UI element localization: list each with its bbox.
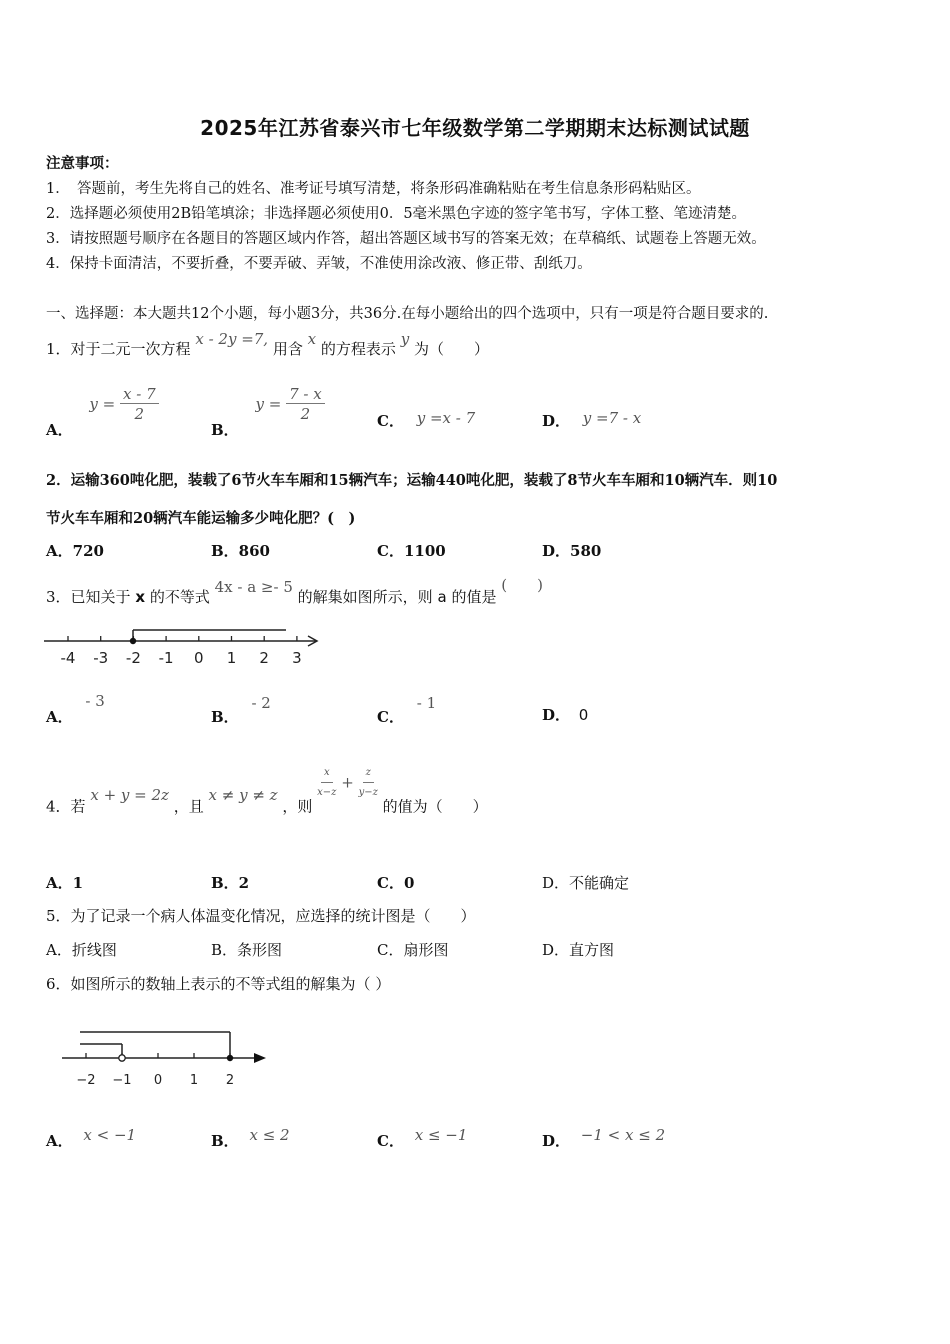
q3-tick-label: 3: [292, 649, 302, 667]
q6-tick-label: −1: [112, 1073, 132, 1088]
q1-option-a[interactable]: A． y = $\frac{x - 7}{2}$: [46, 385, 159, 424]
q1-option-c[interactable]: C． y =x - 7: [377, 409, 476, 430]
question-5: 5．为了记录一个病人体温变化情况，应选择的统计图是（ ）: [46, 907, 476, 925]
note-item-3: 3．请按照题号顺序在各题目的答题区域内作答，超出答题区域书写的答案无效；在草稿纸、试题卷上答题无效。: [46, 231, 766, 247]
q1-option-b[interactable]: B． y = $\frac{7 - x}{2}$: [211, 385, 325, 424]
q6-open-point: [119, 1055, 125, 1061]
q4-equation-2: x ≠ y ≠ z: [208, 785, 278, 804]
q6-solid-point: [227, 1055, 233, 1061]
q5-option-d[interactable]: D．直方图: [542, 941, 615, 959]
q6-axis-arrow: [254, 1053, 266, 1063]
q3-tick-label: 1: [226, 649, 237, 667]
section-heading: 一、选择题：本大题共12个小题，每小题3分，共36分.在每小题给出的四个选项中，只有一项是符合题目要求的.: [46, 306, 769, 322]
q2-option-d[interactable]: D．580: [542, 542, 602, 560]
q2-option-c[interactable]: C．1100: [377, 542, 446, 560]
question-6: 6．如图所示的数轴上表示的不等式组的解集为（ ）: [46, 975, 391, 993]
q1-equation: x - 2y =7,: [195, 330, 269, 348]
q4-equation-1: x + y = 2z: [90, 785, 169, 804]
q4-option-a[interactable]: A．1: [46, 874, 84, 892]
note-item-2: 2．选择题必须使用2B铅笔填涂；非选择题必须使用0．5毫米黑色字迹的签字笔书写，字体工整、笔迹清楚。: [46, 206, 747, 222]
question-1: 1．对于二元一次方程 x - 2y =7, 用含 x 的方程表示 y 为（ ）: [46, 330, 489, 358]
q6-number-line: [58, 1024, 278, 1092]
q6-option-a[interactable]: A． x < −1: [46, 1126, 137, 1150]
q2-option-a[interactable]: A．720: [46, 542, 104, 560]
q6-option-d[interactable]: D． −1 < x ≤ 2: [542, 1126, 666, 1150]
q6-tick-label: 0: [153, 1073, 163, 1088]
q6-tick-label: 1: [189, 1073, 199, 1088]
page-title: 2025年江苏省泰兴市七年级数学第二学期期末达标测试试题: [200, 116, 750, 140]
q3-option-a[interactable]: A． - 3: [46, 692, 105, 726]
q1-option-d[interactable]: D． y =7 - x: [542, 409, 642, 430]
question-2-line2: 节火车车厢和20辆汽车能运输多少吨化肥？( ): [46, 510, 356, 527]
q6-option-b[interactable]: B． x ≤ 2: [211, 1126, 290, 1150]
q6-tick-label: 2: [225, 1073, 235, 1088]
q3-solid-point: [130, 638, 136, 644]
q3-inequality: 4x - a ≥- 5: [214, 578, 293, 596]
note-item-1: 1． 答题前，考生先将自己的姓名、准考证号填写清楚，将条形码准确粘贴在考生信息条形码粘贴区。: [46, 181, 701, 197]
q3-tick-label: -3: [93, 649, 109, 667]
q4-expression: $\frac{x}{x-z}$ + $\frac{z}{y-z}$: [317, 764, 378, 803]
q3-tick-label: 0: [194, 649, 204, 667]
q6-tick-label: −2: [76, 1073, 96, 1088]
q4-option-d[interactable]: D．不能确定: [542, 874, 630, 892]
question-3: 3．已知关于 x 的不等式 4x - a ≥- 5 的解集如图所示，则 a 的值是 ( ): [46, 576, 543, 606]
q5-option-c[interactable]: C．扇形图: [377, 941, 449, 959]
q5-option-b[interactable]: B．条形图: [211, 941, 283, 959]
q2-option-b[interactable]: B．860: [211, 542, 270, 560]
question-2-line1: 2．运输360吨化肥，装载了6节火车车厢和15辆汽车；运输440吨化肥，装载了8节火车车厢和10辆汽车．则10: [46, 472, 778, 489]
q3-option-b[interactable]: B． - 2: [211, 694, 271, 726]
q6-option-c[interactable]: C． x ≤ −1: [377, 1126, 468, 1150]
question-4: 4．若 x + y = 2z ，且 x ≠ y ≠ z ，则 $\frac{x}{x-z}$ + $\frac{z}{y-z}$ 的值为（ ）: [46, 788, 488, 827]
q4-option-c[interactable]: C．0: [377, 874, 415, 892]
q3-number-line: [40, 622, 330, 670]
q3-option-d[interactable]: D． 0: [542, 706, 589, 724]
q3-tick-label: 2: [259, 649, 269, 667]
q5-option-a[interactable]: A．折线图: [46, 941, 117, 959]
q3-option-c[interactable]: C． - 1: [377, 694, 437, 726]
q3-tick-label: -4: [60, 649, 76, 667]
q4-option-b[interactable]: B．2: [211, 874, 250, 892]
notes-heading: 注意事项：: [46, 155, 119, 172]
note-item-4: 4．保持卡面清洁，不要折叠，不要弄破、弄皱，不准使用涂改液、修正带、刮纸刀。: [46, 256, 592, 272]
q3-tick-label: -2: [125, 649, 141, 667]
q3-tick-label: -1: [158, 649, 174, 667]
